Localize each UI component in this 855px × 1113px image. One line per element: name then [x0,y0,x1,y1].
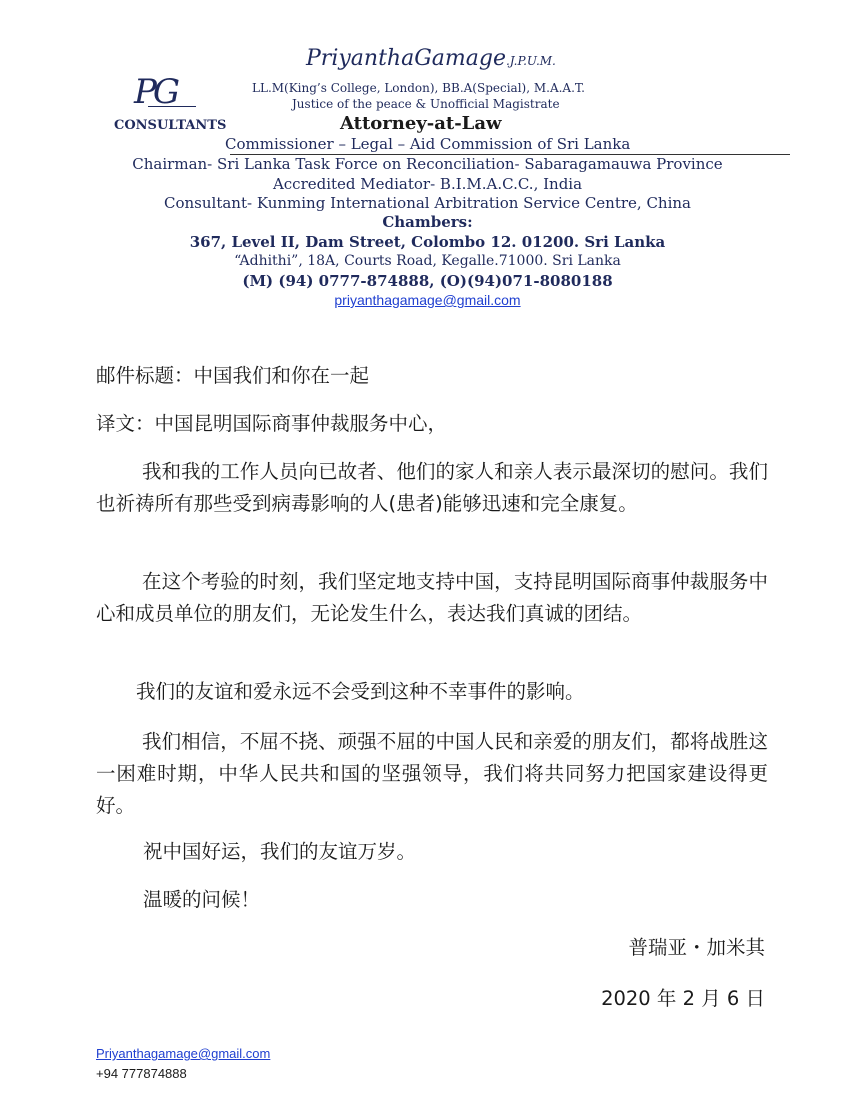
closing-greeting: 温暖的问候！ [143,888,261,911]
paragraph-goodluck: 祝中国好运，我们的友谊万岁。 [143,840,417,863]
chambers-label: Chambers: [382,213,473,231]
letter-date: 2020 年 2 月 6 日 [601,987,765,1010]
logo-underline [148,106,196,107]
phone-numbers: (M) (94) 0777-874888, (O)(94)071-8080188 [242,272,613,290]
mediator-line: Accredited Mediator- B.I.M.A.C.C., India [272,175,583,193]
footer-email-link[interactable]: Priyanthagamage@gmail.com [96,1046,271,1061]
paragraph-support: 在这个考验的时刻，我们坚定地支持中国，支持昆明国际商事仲裁服务中心和成员单位的朋友们，无论发生什么，表达我们真诚的团结。 [96,570,768,625]
commissioner-line: Commissioner – Legal – Aid Commission of Sri Lanka [225,135,631,153]
name-suffix: .J.P.U.M. [505,54,556,68]
qualifications: LL.M(King’s College, London), BB.A(Special), M.A.A.T. [252,81,585,95]
pg-logo: PG [134,72,177,112]
consultants-label: CONSULTANTS [114,118,227,133]
paragraph-belief: 我们相信，不屈不挠、顽强不屈的中国人民和亲爱的朋友们，都将战胜这一困难时期，中华人民共和国的坚强领导，我们将共同努力把国家建设得更好。 [96,730,768,817]
signer-name: 普瑞亚・加米其 [628,936,765,959]
translation-addressee: 译文：中国昆明国际商事仲裁服务中心， [96,412,448,435]
justice-of-peace: Justice of the peace & Unofficial Magistrate [292,97,560,111]
consultant-line: Consultant- Kunming International Arbitration Service Centre, China [164,194,691,212]
address-colombo: 367, Level II, Dam Street, Colombo 12. 01200. Sri Lanka [189,233,666,251]
email-subject: 邮件标题：中国我们和你在一起 [96,364,370,387]
letterhead-email-link[interactable]: priyanthagamage@gmail.com [334,292,521,308]
paragraph-friendship: 我们的友谊和爱永远不会受到这种不幸事件的影响。 [136,680,585,703]
name-text: PriyanthaGamage [306,46,506,71]
paragraph-condolence: 我和我的工作人员向已故者、他们的家人和亲人表示最深切的慰问。我们也祈祷所有那些受到病毒影响的人(患者)能够迅速和完全康复。 [96,460,768,515]
attorney-title: Attorney-at-Law [340,113,502,134]
chairman-line: Chairman- Sri Lanka Task Force on Reconciliation- Sabaragamauwa Province [132,155,723,173]
address-kegalle: “Adhithi”, 18A, Courts Road, Kegalle.71000. Sri Lanka [234,253,621,269]
letterhead-name [306,46,556,71]
footer-phone: +94 777874888 [96,1066,187,1081]
